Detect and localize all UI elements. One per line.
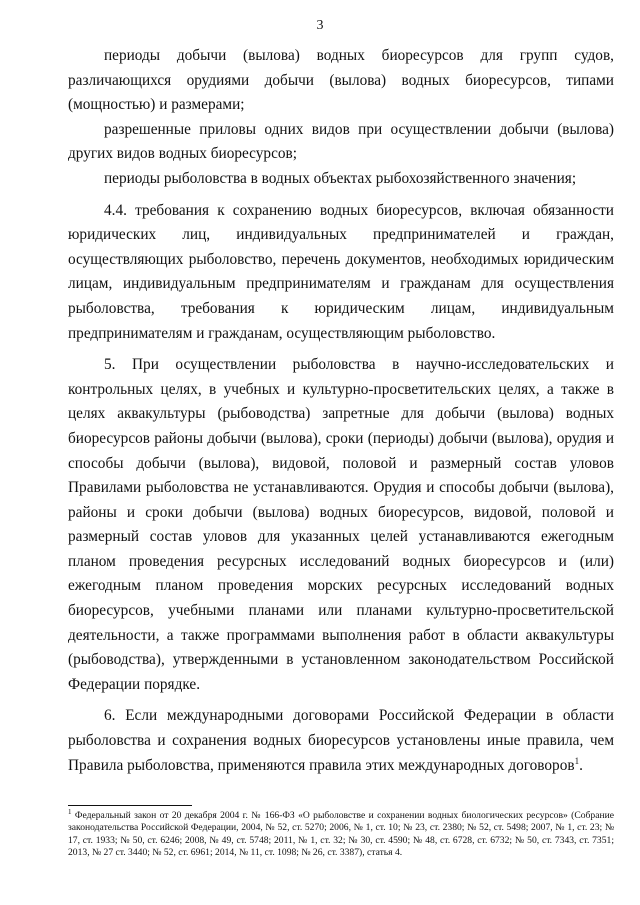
footnote-separator (68, 805, 192, 806)
paragraph-5: 5. При осуществлении рыболовства в научно-исследовательских и контрольных целях, в учебных и культурно-просветительских целях, а также в целях аквакультуры (рыбоводства) запретные для добычи (вылова) водных биоресурсов районы добычи (вылова), сроки (периоды) добычи (вылова), орудия и способы добычи (вылова), видовой, половой и размерный состав уловов Правилами рыболовства не устанавливаются. Орудия и способы добычи (вылова), районы и сроки добычи (вылова) водных биоресурсов, видовой, половой и размерный состав уловов для указанных целей устанавливаются ежегодным планом проведения ресурсных исследований водных биоресурсов и (или) ежегодным планом проведения морских ресурсных исследований водных биоресурсов, учебными планами или планами культурно-просветительской деятельности, а также программами выполнения работ в области аквакультуры (рыбоводства), утвержденными в установленном законодательством Российской Федерации порядке. (68, 356, 614, 693)
footnote-reference[interactable]: 1 (574, 755, 580, 766)
footnote (68, 807, 614, 860)
page-number: 3 (316, 18, 324, 33)
paragraph-6: 6. Если международными договорами Российской Федерации в области рыболовства и сохранения водных биоресурсов установлены иные правила, чем Правила рыболовства, применяются правила этих международных договоров$^1$. (68, 707, 614, 774)
footnote-marker: 1 (68, 807, 72, 816)
footnote-text: Федеральный закон от 20 декабря 2004 г. № 166-ФЗ «О рыболовстве и сохранении водных биологических ресурсов» (Собрание законодательства Российской Федерации, 2004, № 52, ст. 5270; 2006, № 1, ст. 10; № 23, ст. 2380; № 52, ст. 5498; 2007, № 1, ст. 23; № 17, ст. 1933; № 50, ст. 6246; 2008, № 49, ст. 5748; 2011, № 1, ст. 32; № 30, ст. 4590; № 48, ст. 6728, ст. 6732; № 50, ст. 7343, ст. 7351; 2013, № 27 ст. 3440; № 52, ст. 6961; 2014, № 11, ст. 1098; № 26, ст. 3387), статья 4. (68, 810, 614, 859)
paragraph-permitted-bycatch: разрешенные прилoвы одних видов при осуществлении добычи (вылова) других видов водных биоресурсов; (68, 120, 614, 163)
paragraph-4-4: 4.4. требования к сохранению водных биоресурсов, включая обязанности юридических лиц, индивидуальных предпринимателей и граждан, осуществляющих рыболовство, перечень документов, необходимых юридическим лицам, индивидуальным предпринимателям и гражданам для осуществления рыболовства, требования к юридическим лицам, индивидуальным предпринимателям и гражданам, осуществляющим рыболовство. (68, 201, 614, 342)
body-text (68, 44, 614, 778)
paragraph-6-text: 6. Если международными договорами Российской Федерации в области рыболовства и сохранения водных биоресурсов установлены иные правила, чем Правила рыболовства, применяются правила этих международных договоров (68, 707, 614, 774)
paragraph-fishing-periods: периоды добычи (вылова) водных биоресурсов для групп судов, различающихся орудиями добычи (вылова) водных биоресурсов, типами (мощностью) и размерами; (68, 47, 614, 114)
paragraph-fishing-periods-water-bodies: периоды рыболовства в водных объектах рыбохозяйственного значения; (104, 169, 577, 187)
